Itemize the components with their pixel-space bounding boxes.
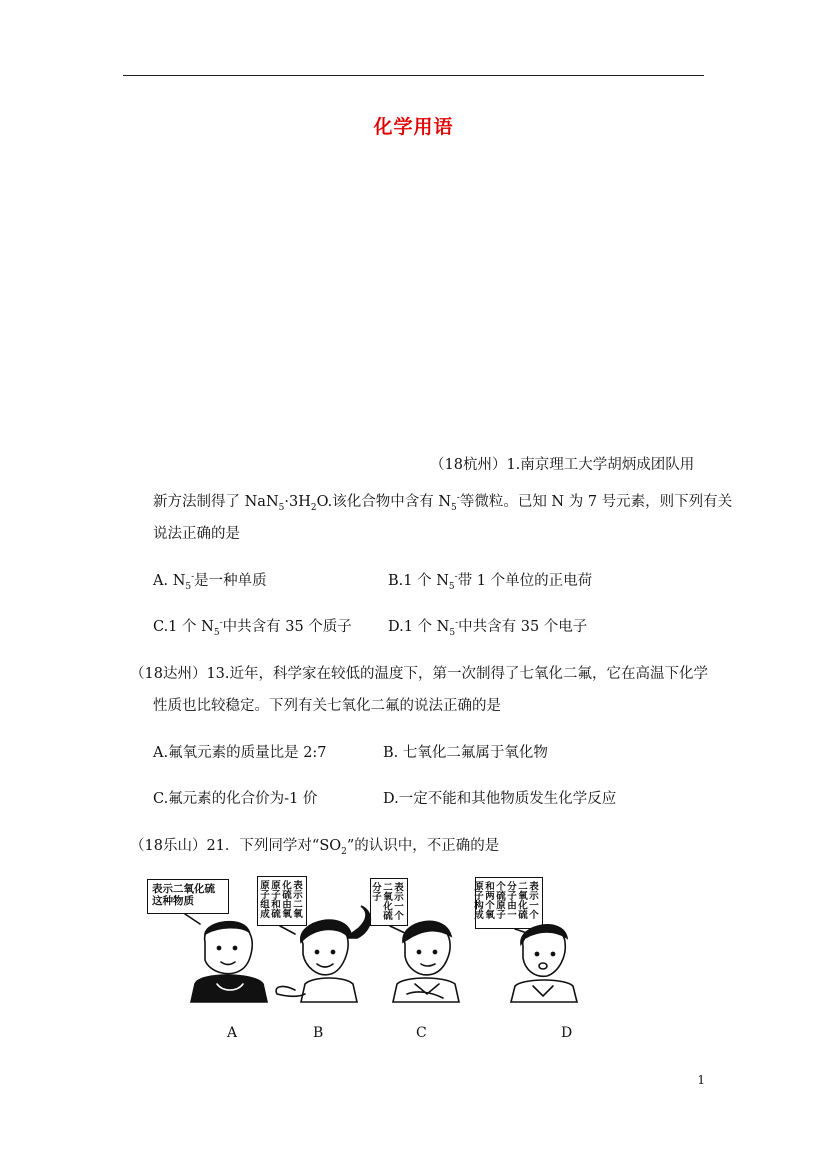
student-b-figure bbox=[276, 906, 370, 1002]
q13-line1: （18达州）13.近年，科学家在较低的温度下，第一次制得了七氧化二氟，它在高温下化学 bbox=[130, 666, 709, 682]
speech-bubble-c: 表示一个二氧化硫分子 bbox=[370, 878, 408, 926]
student-c-figure bbox=[393, 921, 459, 1002]
page-title: 化学用语 bbox=[373, 116, 454, 138]
q1-option-d: D.1 个 $N_5^-$中共含有 35 个电子 bbox=[388, 618, 588, 638]
option-label-d: D bbox=[561, 1025, 573, 1041]
q1-line3: 说法正确的是 bbox=[153, 526, 240, 542]
q13-option-c: C.氟元素的化合价为-1 价 bbox=[153, 791, 318, 807]
q1-line2: 新方法制得了 $NaN_5\cdot 3H_2O$.该化合物中含有 $N_5^-$等微粒。已知 N 为 7 号元素，则下列有关 bbox=[153, 493, 733, 513]
student-a-figure bbox=[191, 922, 267, 1002]
q21-line1: （18乐山）21．下列同学对“$SO_2$”的认识中，不正确的是 bbox=[130, 838, 500, 857]
speech-bubble-d: 表示一个二氧化硫分子由一个硫原子和两个氧原子构成 bbox=[475, 877, 543, 929]
student-d-figure bbox=[511, 925, 577, 1002]
page-number: 1 bbox=[697, 1073, 705, 1087]
q1-line1: （18杭州）1.南京理工大学胡炳成团队用 bbox=[430, 457, 695, 473]
students-drawing bbox=[145, 872, 705, 1012]
speech-bubble-b: 表示二氧化硫由氧原子和硫原子组成 bbox=[257, 876, 307, 926]
q13-option-b: B. 七氧化二氟属于氧化物 bbox=[383, 745, 548, 761]
students-illustration bbox=[145, 872, 705, 1012]
q13-option-a: A.氟氧元素的质量比是 2:7 bbox=[153, 745, 327, 761]
q13-option-d: D.一定不能和其他物质发生化学反应 bbox=[383, 791, 617, 807]
q1-option-b: B.1 个 $N_5^-$带 1 个单位的正电荷 bbox=[388, 572, 593, 592]
q1-option-a: A. $N_5^-$是一种单质 bbox=[153, 572, 267, 592]
option-label-b: B bbox=[313, 1025, 324, 1041]
q13-line2: 性质也比较稳定。下列有关七氧化二氟的说法正确的是 bbox=[153, 698, 501, 714]
option-label-a: A bbox=[227, 1025, 238, 1041]
speech-bubble-a: 表示二氧化硫这种物质 bbox=[147, 879, 229, 914]
q1-option-c: C.1 个 $N_5^-$中共含有 35 个质子 bbox=[153, 618, 352, 638]
option-label-c: C bbox=[416, 1025, 427, 1041]
header-rule bbox=[123, 75, 704, 76]
